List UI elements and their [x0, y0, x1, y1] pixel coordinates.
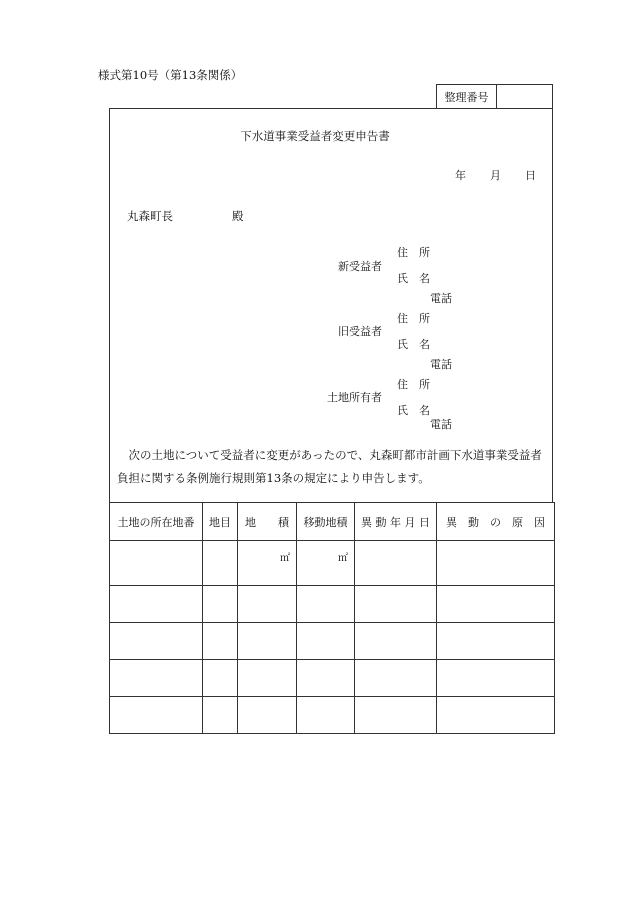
declaration-statement: 次の土地について受益者に変更があったので、丸森町都市計画下水道事業受益者負担に関する条例施行規則第13条の規定により申告します。 — [117, 448, 542, 485]
area-unit: ㎡ — [280, 553, 290, 564]
new-beneficiary-name-label: 氏 名 — [397, 272, 430, 285]
date-day: 日 — [525, 169, 536, 182]
header-area: 地 積 — [238, 503, 297, 541]
landowner-address-label: 住 所 — [397, 378, 430, 391]
form-frame — [109, 108, 553, 502]
table-cell[interactable] — [297, 660, 355, 697]
table-cell[interactable] — [437, 541, 555, 586]
table-cell[interactable] — [203, 697, 238, 734]
moved-area-unit: ㎡ — [338, 553, 348, 564]
table-cell[interactable] — [203, 660, 238, 697]
addressee-name: 丸森町長 — [127, 209, 173, 223]
table-cell[interactable] — [355, 623, 437, 660]
header-land-lot: 土地の所在地番 — [110, 503, 203, 541]
table-cell[interactable] — [437, 697, 555, 734]
table-cell[interactable] — [437, 660, 555, 697]
table-cell[interactable] — [203, 586, 238, 623]
table-cell[interactable] — [355, 541, 437, 586]
table-cell[interactable] — [437, 586, 555, 623]
landowner-role: 土地所有者 — [327, 391, 382, 404]
new-beneficiary-role: 新受益者 — [338, 260, 382, 273]
land-table — [109, 502, 555, 734]
table-row — [110, 697, 555, 734]
table-cell[interactable] — [238, 660, 297, 697]
old-beneficiary-name-label: 氏 名 — [397, 338, 430, 351]
table-cell[interactable] — [110, 586, 203, 623]
table-cell[interactable] — [355, 660, 437, 697]
serial-number-field[interactable] — [497, 85, 552, 109]
new-beneficiary-phone-label: 電話 — [430, 292, 452, 305]
date-month: 月 — [490, 169, 501, 182]
table-cell[interactable] — [110, 660, 203, 697]
header-change-reason: 異 動 の 原 因 — [437, 503, 555, 541]
addressee-honorific: 殿 — [232, 209, 244, 223]
table-cell[interactable] — [238, 623, 297, 660]
table-cell[interactable] — [297, 586, 355, 623]
old-beneficiary-address-label: 住 所 — [397, 312, 430, 325]
table-cell[interactable] — [238, 697, 297, 734]
old-beneficiary-phone-label: 電話 — [430, 358, 452, 371]
table-cell[interactable] — [297, 623, 355, 660]
table-cell[interactable] — [203, 541, 238, 586]
table-cell[interactable] — [110, 697, 203, 734]
table-header-row — [110, 503, 555, 541]
table-cell[interactable] — [355, 697, 437, 734]
old-beneficiary-role: 旧受益者 — [338, 325, 382, 338]
new-beneficiary-address-label: 住 所 — [397, 246, 430, 259]
area-cell[interactable] — [238, 541, 297, 586]
header-land-category: 地目 — [203, 503, 238, 541]
form-title: 下水道事業受益者変更申告書 — [240, 129, 390, 143]
table-cell[interactable] — [437, 623, 555, 660]
serial-number-label: 整理番号 — [437, 85, 497, 109]
table-row — [110, 660, 555, 697]
form-number-label: 様式第10号（第13条関係） — [98, 68, 243, 82]
table-cell[interactable] — [110, 623, 203, 660]
table-row — [110, 623, 555, 660]
moved-area-cell[interactable] — [297, 541, 355, 586]
header-change-date: 異 動 年 月 日 — [355, 503, 437, 541]
table-cell[interactable] — [238, 586, 297, 623]
table-cell[interactable] — [297, 697, 355, 734]
landowner-name-label: 氏 名 — [397, 404, 430, 417]
serial-number-box — [436, 84, 553, 109]
date-year: 年 — [455, 169, 466, 182]
header-moved-area: 移動地積 — [297, 503, 355, 541]
table-row — [110, 586, 555, 623]
table-cell[interactable] — [355, 586, 437, 623]
table-cell[interactable] — [203, 623, 238, 660]
table-row — [110, 541, 555, 586]
landowner-phone-label: 電話 — [430, 418, 452, 431]
table-cell[interactable] — [110, 541, 203, 586]
